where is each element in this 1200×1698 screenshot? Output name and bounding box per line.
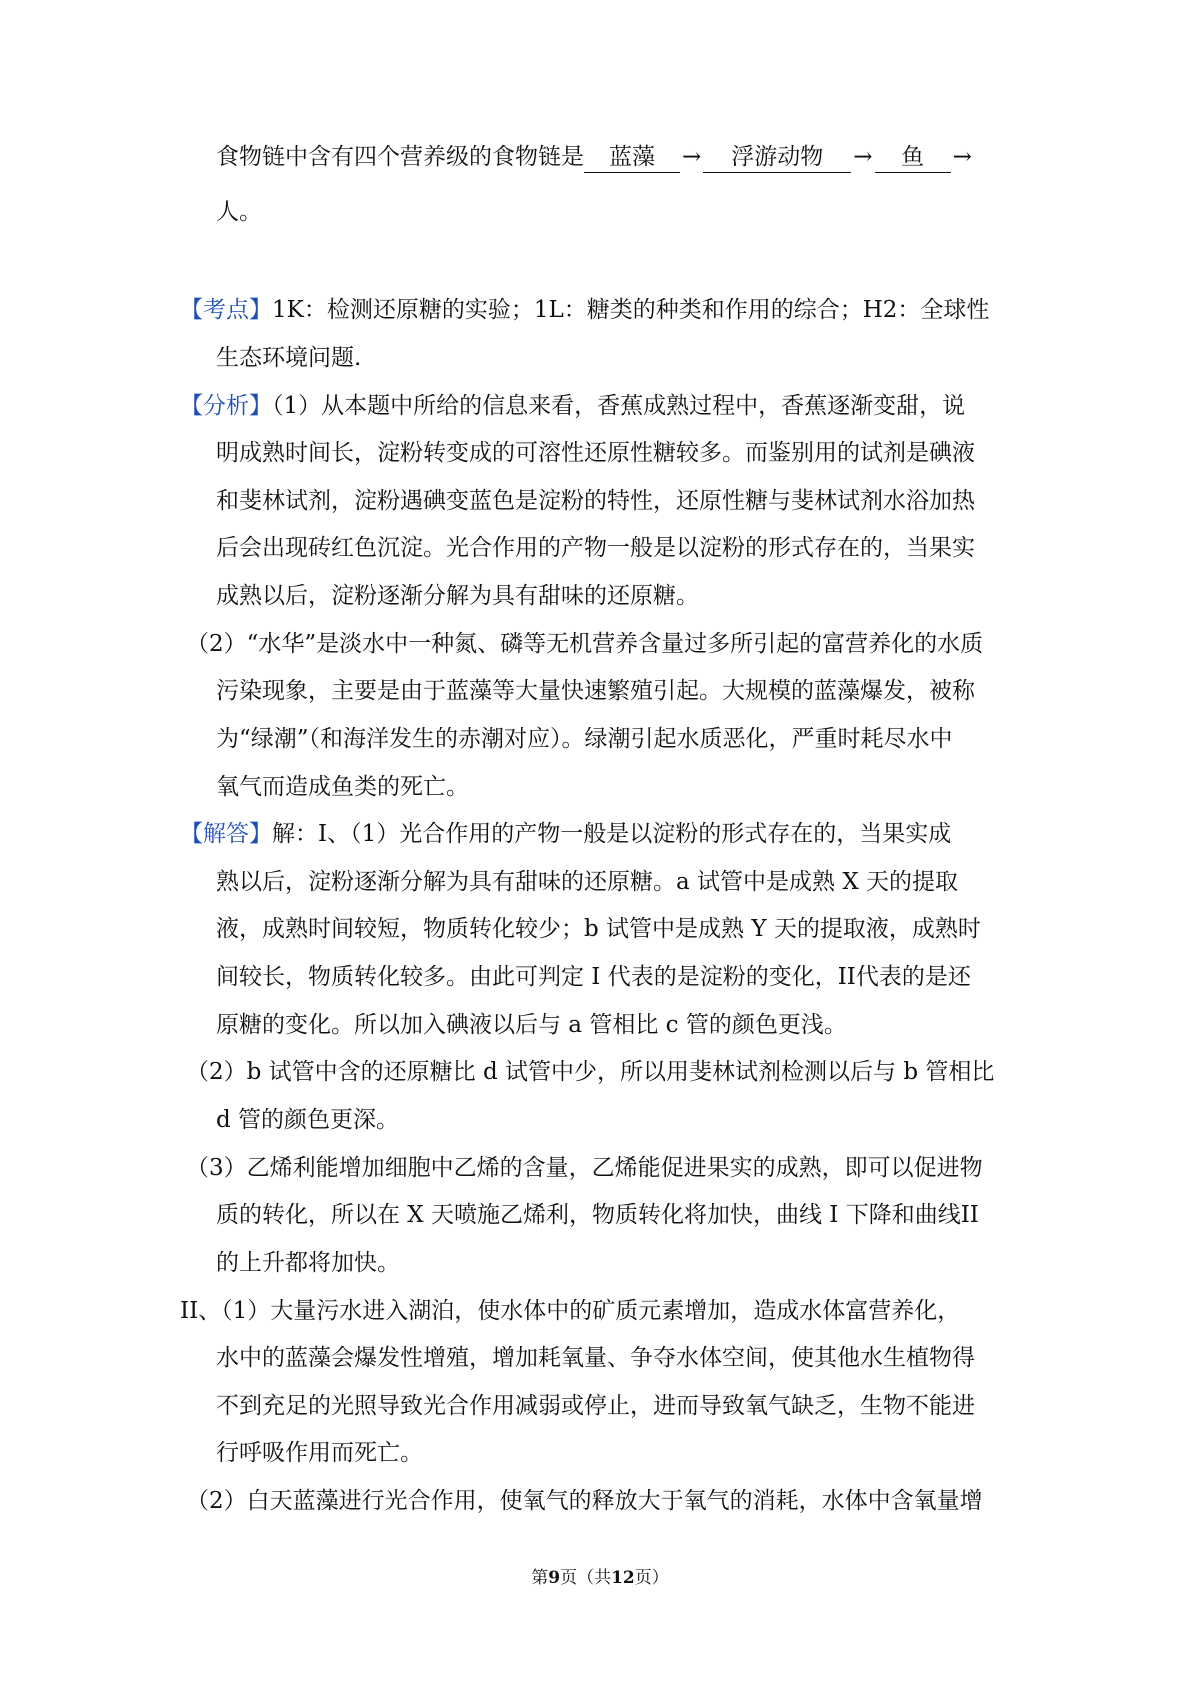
fenxi-line-8: 为“绿潮”（和海洋发生的赤潮对应）。绿潮引起水质恶化，严重时耗尽水中 [216, 726, 953, 752]
jieda-line-11: II、（1）大量污水进入湖泊，使水体中的矿质元素增加，造成水体富营养化， [180, 1298, 961, 1324]
jieda-line-14: 行呼吸作用而死亡。 [216, 1440, 423, 1466]
jieda-line-1 [180, 818, 951, 850]
jieda-line-13: 不到充足的光照导致光合作用减弱或停止，进而导致氧气缺乏，生物不能进 [216, 1393, 975, 1419]
footer-middle: 页（共 [560, 1568, 612, 1588]
arrow-2: → [853, 144, 873, 170]
fenxi-line-1 [180, 390, 965, 422]
fenxi-line-4: 后会出现砖红色沉淀。光合作用的产物一般是以淀粉的形式存在的，当果实 [216, 535, 975, 561]
fenxi-line-3: 和斐林试剂，淀粉遇碘变蓝色是淀粉的特性，还原性糖与斐林试剂水浴加热 [216, 488, 975, 514]
kaodian-text-1: 1K：检测还原糖的实验；1L：糖类的种类和作用的综合；H2：全球性 [272, 297, 990, 323]
kaodian-line-2: 生态环境问题. [216, 345, 362, 371]
jieda-line-4: 间较长，物质转化较多。由此可判定 I 代表的是淀粉的变化，II代表的是还 [216, 964, 971, 990]
footer-suffix: 页） [634, 1568, 669, 1588]
fenxi-line-2: 明成熟时间长，淀粉转变成的可溶性还原性糖较多。而鉴别用的试剂是碘液 [216, 440, 975, 466]
jieda-line-15: （2）白天蓝藻进行光合作用，使氧气的释放大于氧气的消耗，水体中含氧量增 [186, 1488, 983, 1514]
jieda-line-2: 熟以后，淀粉逐渐分解为具有甜味的还原糖。a 试管中是成熟 X 天的提取 [216, 869, 959, 895]
footer-prefix: 第 [531, 1568, 549, 1588]
food-chain-continuation: 人。 [216, 199, 262, 225]
kaodian-line-1 [180, 294, 989, 326]
fenxi-tag: 【分析】 [180, 393, 272, 419]
food-chain-prefix: 食物链中含有四个营养级的食物链是 [216, 144, 584, 170]
jieda-line-5: 原糖的变化。所以加入碘液以后与 a 管相比 c 管的颜色更浅。 [216, 1012, 847, 1038]
footer-page-number: 9 [548, 1568, 561, 1588]
food-chain-line [216, 141, 974, 173]
page-footer [0, 1566, 1200, 1590]
jieda-line-3: 液，成熟时间较短，物质转化较少；b 试管中是成熟 Y 天的提取液，成熟时 [216, 916, 981, 942]
arrow-1: → [682, 144, 702, 170]
kaodian-tag: 【考点】 [180, 297, 272, 323]
jieda-tag: 【解答】 [180, 821, 272, 847]
fenxi-text-1: （1）从本题中所给的信息来看，香蕉成熟过程中，香蕉逐渐变甜，说 [272, 393, 966, 419]
jieda-line-8: （3）乙烯利能增加细胞中乙烯的含量，乙烯能促进果实的成熟，即可以促进物 [186, 1155, 983, 1181]
jieda-line-10: 的上升都将加快。 [216, 1250, 400, 1276]
jieda-line-9: 质的转化，所以在 X 天喷施乙烯利，物质转化将加快，曲线 I 下降和曲线II [216, 1202, 979, 1228]
jieda-line-7: d 管的颜色更深。 [216, 1107, 400, 1133]
answer-blank-3: 鱼 [875, 142, 951, 173]
answer-blank-1: 蓝藻 [584, 142, 680, 173]
answer-blank-2: 浮游动物 [703, 142, 851, 173]
jieda-text-1: 解：I、（1）光合作用的产物一般是以淀粉的形式存在的，当果实成 [272, 821, 952, 847]
jieda-line-12: 水中的蓝藻会爆发性增殖，增加耗氧量、争夺水体空间，使其他水生植物得 [216, 1345, 975, 1371]
footer-total-pages: 12 [611, 1568, 635, 1588]
jieda-line-6: （2）b 试管中含的还原糖比 d 试管中少，所以用斐林试剂检测以后与 b 管相比 [186, 1059, 995, 1085]
fenxi-line-7: 污染现象，主要是由于蓝藻等大量快速繁殖引起。大规模的蓝藻爆发，被称 [216, 678, 975, 704]
fenxi-line-5: 成熟以后，淀粉逐渐分解为具有甜味的还原糖。 [216, 583, 699, 609]
fenxi-line-9: 氧气而造成鱼类的死亡。 [216, 774, 469, 800]
arrow-3: → [952, 144, 972, 170]
fenxi-line-6: （2）“水华”是淡水中一种氮、磷等无机营养含量过多所引起的富营养化的水质 [186, 631, 984, 657]
